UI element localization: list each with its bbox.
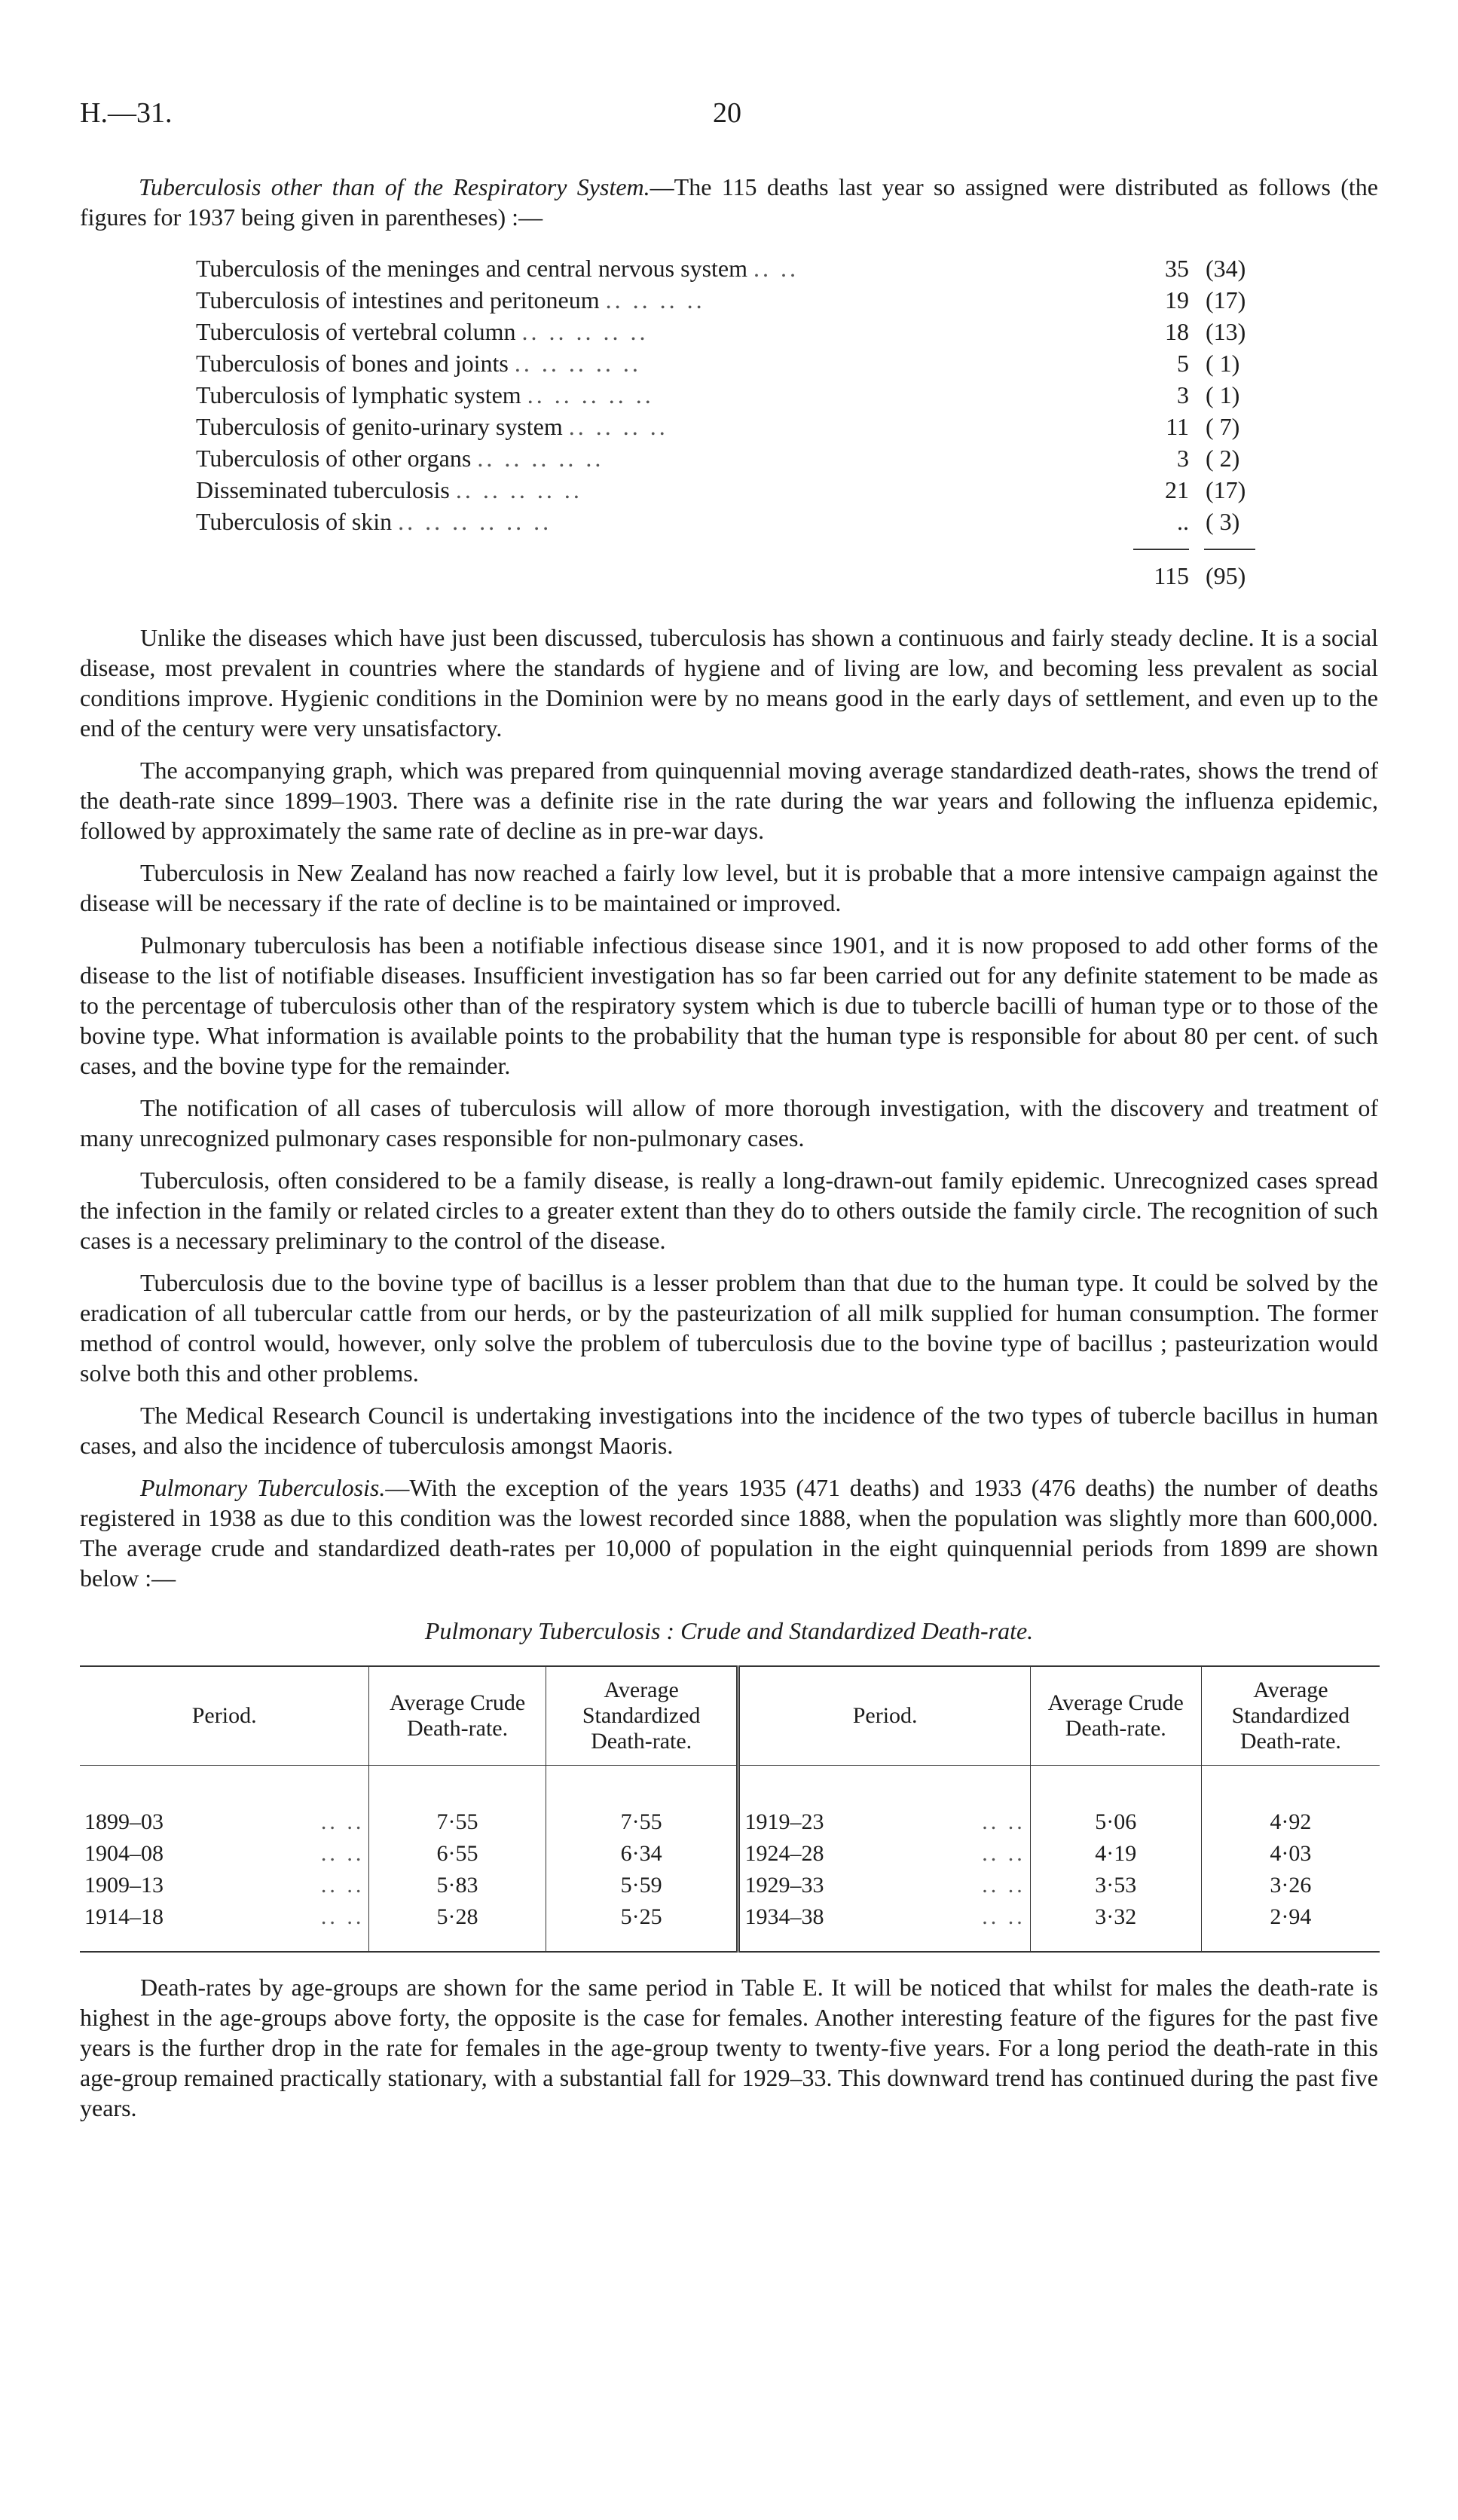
leader-dots: .. .. bbox=[320, 1841, 365, 1866]
period-cell: 1919–23 bbox=[744, 1809, 824, 1834]
death-rate-table bbox=[80, 1665, 1380, 1953]
leader-dots: .. .. bbox=[982, 1809, 1025, 1834]
running-header bbox=[80, 98, 1378, 136]
tuberculosis-deaths-list bbox=[196, 253, 1356, 597]
deaths-count: 18 bbox=[1165, 318, 1189, 345]
total-rule bbox=[196, 538, 1356, 561]
list-item bbox=[196, 285, 1356, 317]
column-header-crude: Average Crude Death-rate. bbox=[1030, 1666, 1201, 1766]
list-item bbox=[196, 506, 1356, 538]
table-title: Pulmonary Tuberculosis : Crude and Standardized Death-rate. bbox=[424, 1617, 1034, 1644]
list-total bbox=[196, 561, 1356, 597]
period-cell: 1909–13 bbox=[84, 1873, 164, 1898]
body-paragraph: The Medical Research Council is undertaking investigations into the incidence of the two types of tubercle bacillus in human cases, and also the incidence of tuberculosis amongst Maoris. bbox=[80, 1402, 1378, 1459]
previous-year-count: ( 3) bbox=[1206, 508, 1240, 535]
body-paragraph: Unlike the diseases which have just been discussed, tuberculosis has shown a continuous and fairly steady decline. It is a social disease, most prevalent in countries where the standards of hygiene and of living are low, and becoming less prevalent as social conditions improve. Hygienic conditions in the Dominion were by no means good in the early days of settlement, and even up to the end of the century were very unsatisfactory. bbox=[80, 624, 1378, 742]
deaths-count: 35 bbox=[1165, 255, 1189, 282]
standardized-rate-cell: 2·94 bbox=[1270, 1904, 1312, 1929]
deaths-count: 5 bbox=[1177, 350, 1189, 377]
previous-year-count: ( 1) bbox=[1206, 350, 1240, 377]
leader-dots: .. .. bbox=[982, 1873, 1025, 1898]
period-cell: 1904–08 bbox=[84, 1841, 164, 1866]
column-header-crude: Average Crude Death-rate. bbox=[369, 1666, 546, 1766]
period-cell: 1929–33 bbox=[744, 1873, 824, 1898]
body-paragraph: Pulmonary tuberculosis has been a notifiable infectious disease since 1901, and it is now proposed to add other forms of the disease to the list of notifiable diseases. Insufficient investigation has so far been carried out for any definite statement to be made as to the percentage of tuberculosis other than of the respiratory system which is due to tubercle bacilli of human type or to those of the bovine type. What information is available points to the probability that the human type is responsible for about 80 per cent. of such cases, and the bovine type for the remainder. bbox=[80, 931, 1378, 1079]
list-item-label: Tuberculosis of vertebral column bbox=[196, 318, 516, 345]
previous-year-count: (13) bbox=[1206, 318, 1246, 345]
previous-year-count: ( 7) bbox=[1206, 413, 1240, 440]
period-cell: 1914–18 bbox=[84, 1904, 164, 1929]
list-item bbox=[196, 380, 1356, 411]
previous-year-count: ( 1) bbox=[1206, 381, 1240, 408]
list-item-label: Tuberculosis of genito-urinary system bbox=[196, 413, 563, 440]
list-item-label: Tuberculosis of bones and joints bbox=[196, 350, 509, 377]
table-row bbox=[80, 1870, 1380, 1901]
list-item bbox=[196, 253, 1356, 285]
column-header-standardized: Average Standardized Death-rate. bbox=[546, 1666, 738, 1766]
leader-dots: .. .. .. .. .. bbox=[455, 476, 582, 503]
period-cell: 1924–28 bbox=[744, 1841, 824, 1866]
intro-heading: Tuberculosis other than of the Respiratory System. bbox=[139, 173, 650, 200]
list-item-label: Tuberculosis of skin bbox=[196, 508, 393, 535]
crude-rate-cell: 3·32 bbox=[1030, 1901, 1201, 1952]
standardized-rate-cell: 6·34 bbox=[546, 1838, 738, 1870]
body-paragraph: Tuberculosis due to the bovine type of bacillus is a lesser problem than that due to the human type. It could be solved by the eradication of all tubercular cattle from our herds, or by the pasteurization of all milk supplied for human consumption. The former method of control would, however, only solve the problem of tuberculosis due to the bovine type of bacillus ; pasteurization would solve both this and other problems. bbox=[80, 1269, 1378, 1387]
deaths-count: 21 bbox=[1165, 476, 1189, 503]
pulmonary-heading: Pulmonary Tuberculosis. bbox=[140, 1474, 386, 1501]
leader-dots: .. .. .. .. .. bbox=[527, 381, 654, 408]
leader-dots: .. .. .. .. bbox=[568, 413, 668, 440]
list-item bbox=[196, 348, 1356, 380]
crude-rate-cell: 7·55 bbox=[369, 1766, 546, 1839]
leader-dots: .. .. .. .. .. bbox=[477, 445, 604, 472]
standardized-rate-cell: 3·26 bbox=[1270, 1873, 1312, 1898]
standardized-rate-cell: 5·59 bbox=[546, 1870, 738, 1901]
crude-rate-cell: 4·19 bbox=[1030, 1838, 1201, 1870]
standardized-rate-cell: 7·55 bbox=[546, 1766, 738, 1839]
list-item-label: Tuberculosis of other organs bbox=[196, 445, 472, 472]
list-item-label: Disseminated tuberculosis bbox=[196, 476, 450, 503]
table-header-row bbox=[80, 1666, 1380, 1766]
period-cell: 1899–03 bbox=[84, 1809, 164, 1834]
body-paragraph: The accompanying graph, which was prepared from quinquennial moving average standardized death-rates, shows the trend of the death-rate since 1899–1903. There was a definite rise in the rate during the war years and following the influenza epidemic, followed by approximately the same rate of decline as in pre-war days. bbox=[80, 757, 1378, 844]
total-previous-year: (95) bbox=[1206, 562, 1246, 589]
previous-year-count: (17) bbox=[1206, 476, 1246, 503]
table-row bbox=[80, 1838, 1380, 1870]
leader-dots: .. .. .. .. bbox=[605, 286, 705, 313]
crude-rate-cell: 5·28 bbox=[369, 1901, 546, 1952]
list-item bbox=[196, 317, 1356, 348]
list-item bbox=[196, 443, 1356, 475]
leader-dots: .. .. .. .. .. bbox=[521, 318, 649, 345]
leader-dots: .. .. bbox=[982, 1904, 1025, 1929]
intro-text: —The 115 deaths last year so assigned were distributed as follows (the figures for 1937 being given in parentheses) :— bbox=[80, 173, 1378, 231]
leader-dots: .. .. .. .. .. bbox=[514, 350, 641, 377]
body-paragraph: The notification of all cases of tuberculosis will allow of more thorough investigation, with the discovery and treatment of many unrecognized pulmonary cases responsible for non-pulmonary cases. bbox=[80, 1094, 1378, 1151]
document-reference: H.—31. bbox=[80, 97, 173, 129]
leader-dots: .. .. bbox=[320, 1904, 365, 1929]
pulmonary-text: —With the exception of the years 1935 (471 deaths) and 1933 (476 deaths) the number of deaths registered in 1938 as due to this condition was the lowest recorded since 1888, when the population was slightly more than 600,000. The average crude and standardized death-rates per 10,000 of population in the eight quinquennial periods from 1899 are shown below :— bbox=[80, 1474, 1379, 1592]
total-deaths: 115 bbox=[1154, 562, 1189, 589]
list-item bbox=[196, 411, 1356, 443]
table-row bbox=[80, 1901, 1380, 1952]
standardized-rate-cell: 5·25 bbox=[546, 1901, 738, 1952]
column-header-standardized: Average Standardized Death-rate. bbox=[1201, 1666, 1380, 1766]
leader-dots: .. .. bbox=[753, 255, 799, 282]
column-header-period: Period. bbox=[80, 1666, 369, 1766]
body-paragraph: Tuberculosis, often considered to be a family disease, is really a long-drawn-out family epidemic. Unrecognized cases spread the infection in the family or related circles to a greater extent than they do to others outside the family circle. The recognition of such cases is a necessary preliminary to the control of the disease. bbox=[80, 1167, 1378, 1254]
crude-rate-cell: 5·83 bbox=[369, 1870, 546, 1901]
pulmonary-paragraph bbox=[80, 1473, 1378, 1593]
page-number: 20 bbox=[713, 97, 741, 129]
previous-year-count: (17) bbox=[1206, 286, 1246, 313]
standardized-rate-cell: 4·03 bbox=[1270, 1841, 1312, 1866]
leader-dots: .. .. bbox=[320, 1809, 365, 1834]
table-row bbox=[80, 1766, 1380, 1839]
deaths-count: 3 bbox=[1177, 381, 1189, 408]
crude-rate-cell: 6·55 bbox=[369, 1838, 546, 1870]
column-header-period: Period. bbox=[738, 1666, 1030, 1766]
body-paragraph: Tuberculosis in New Zealand has now reached a fairly low level, but it is probable that a more intensive campaign against the disease will be necessary if the rate of decline is to be maintained or improved. bbox=[80, 859, 1378, 916]
deaths-count: 19 bbox=[1165, 286, 1189, 313]
deaths-count: 11 bbox=[1166, 413, 1189, 440]
deaths-count: 3 bbox=[1177, 445, 1189, 472]
crude-rate-cell: 3·53 bbox=[1030, 1870, 1201, 1901]
list-item-label: Tuberculosis of the meninges and central nervous system bbox=[196, 255, 748, 282]
deaths-count: .. bbox=[1177, 508, 1189, 535]
list-item-label: Tuberculosis of intestines and peritoneum bbox=[196, 286, 600, 313]
leader-dots: .. .. bbox=[982, 1841, 1025, 1866]
period-cell: 1934–38 bbox=[744, 1904, 824, 1929]
leader-dots: .. .. .. .. .. .. bbox=[398, 508, 552, 535]
closing-paragraph: Death-rates by age-groups are shown for the same period in Table E. It will be noticed that whilst for males the death-rate is highest in the age-groups above forty, the opposite is the case for females. Another interesting feature of the figures for the past five years is the further drop in the rate for females in the age-group twenty to twenty-five years. For a long period the death-rate in this age-group remained practically stationary, with a substantial fall for 1929–33. This downward trend has continued during the past five years. bbox=[80, 1974, 1378, 2121]
list-item bbox=[196, 475, 1356, 506]
crude-rate-cell: 5·06 bbox=[1030, 1766, 1201, 1839]
standardized-rate-cell: 4·92 bbox=[1270, 1809, 1312, 1834]
intro-paragraph bbox=[80, 172, 1378, 232]
previous-year-count: (34) bbox=[1206, 255, 1246, 282]
leader-dots: .. .. bbox=[320, 1873, 365, 1898]
previous-year-count: ( 2) bbox=[1206, 445, 1240, 472]
list-item-label: Tuberculosis of lymphatic system bbox=[196, 381, 521, 408]
